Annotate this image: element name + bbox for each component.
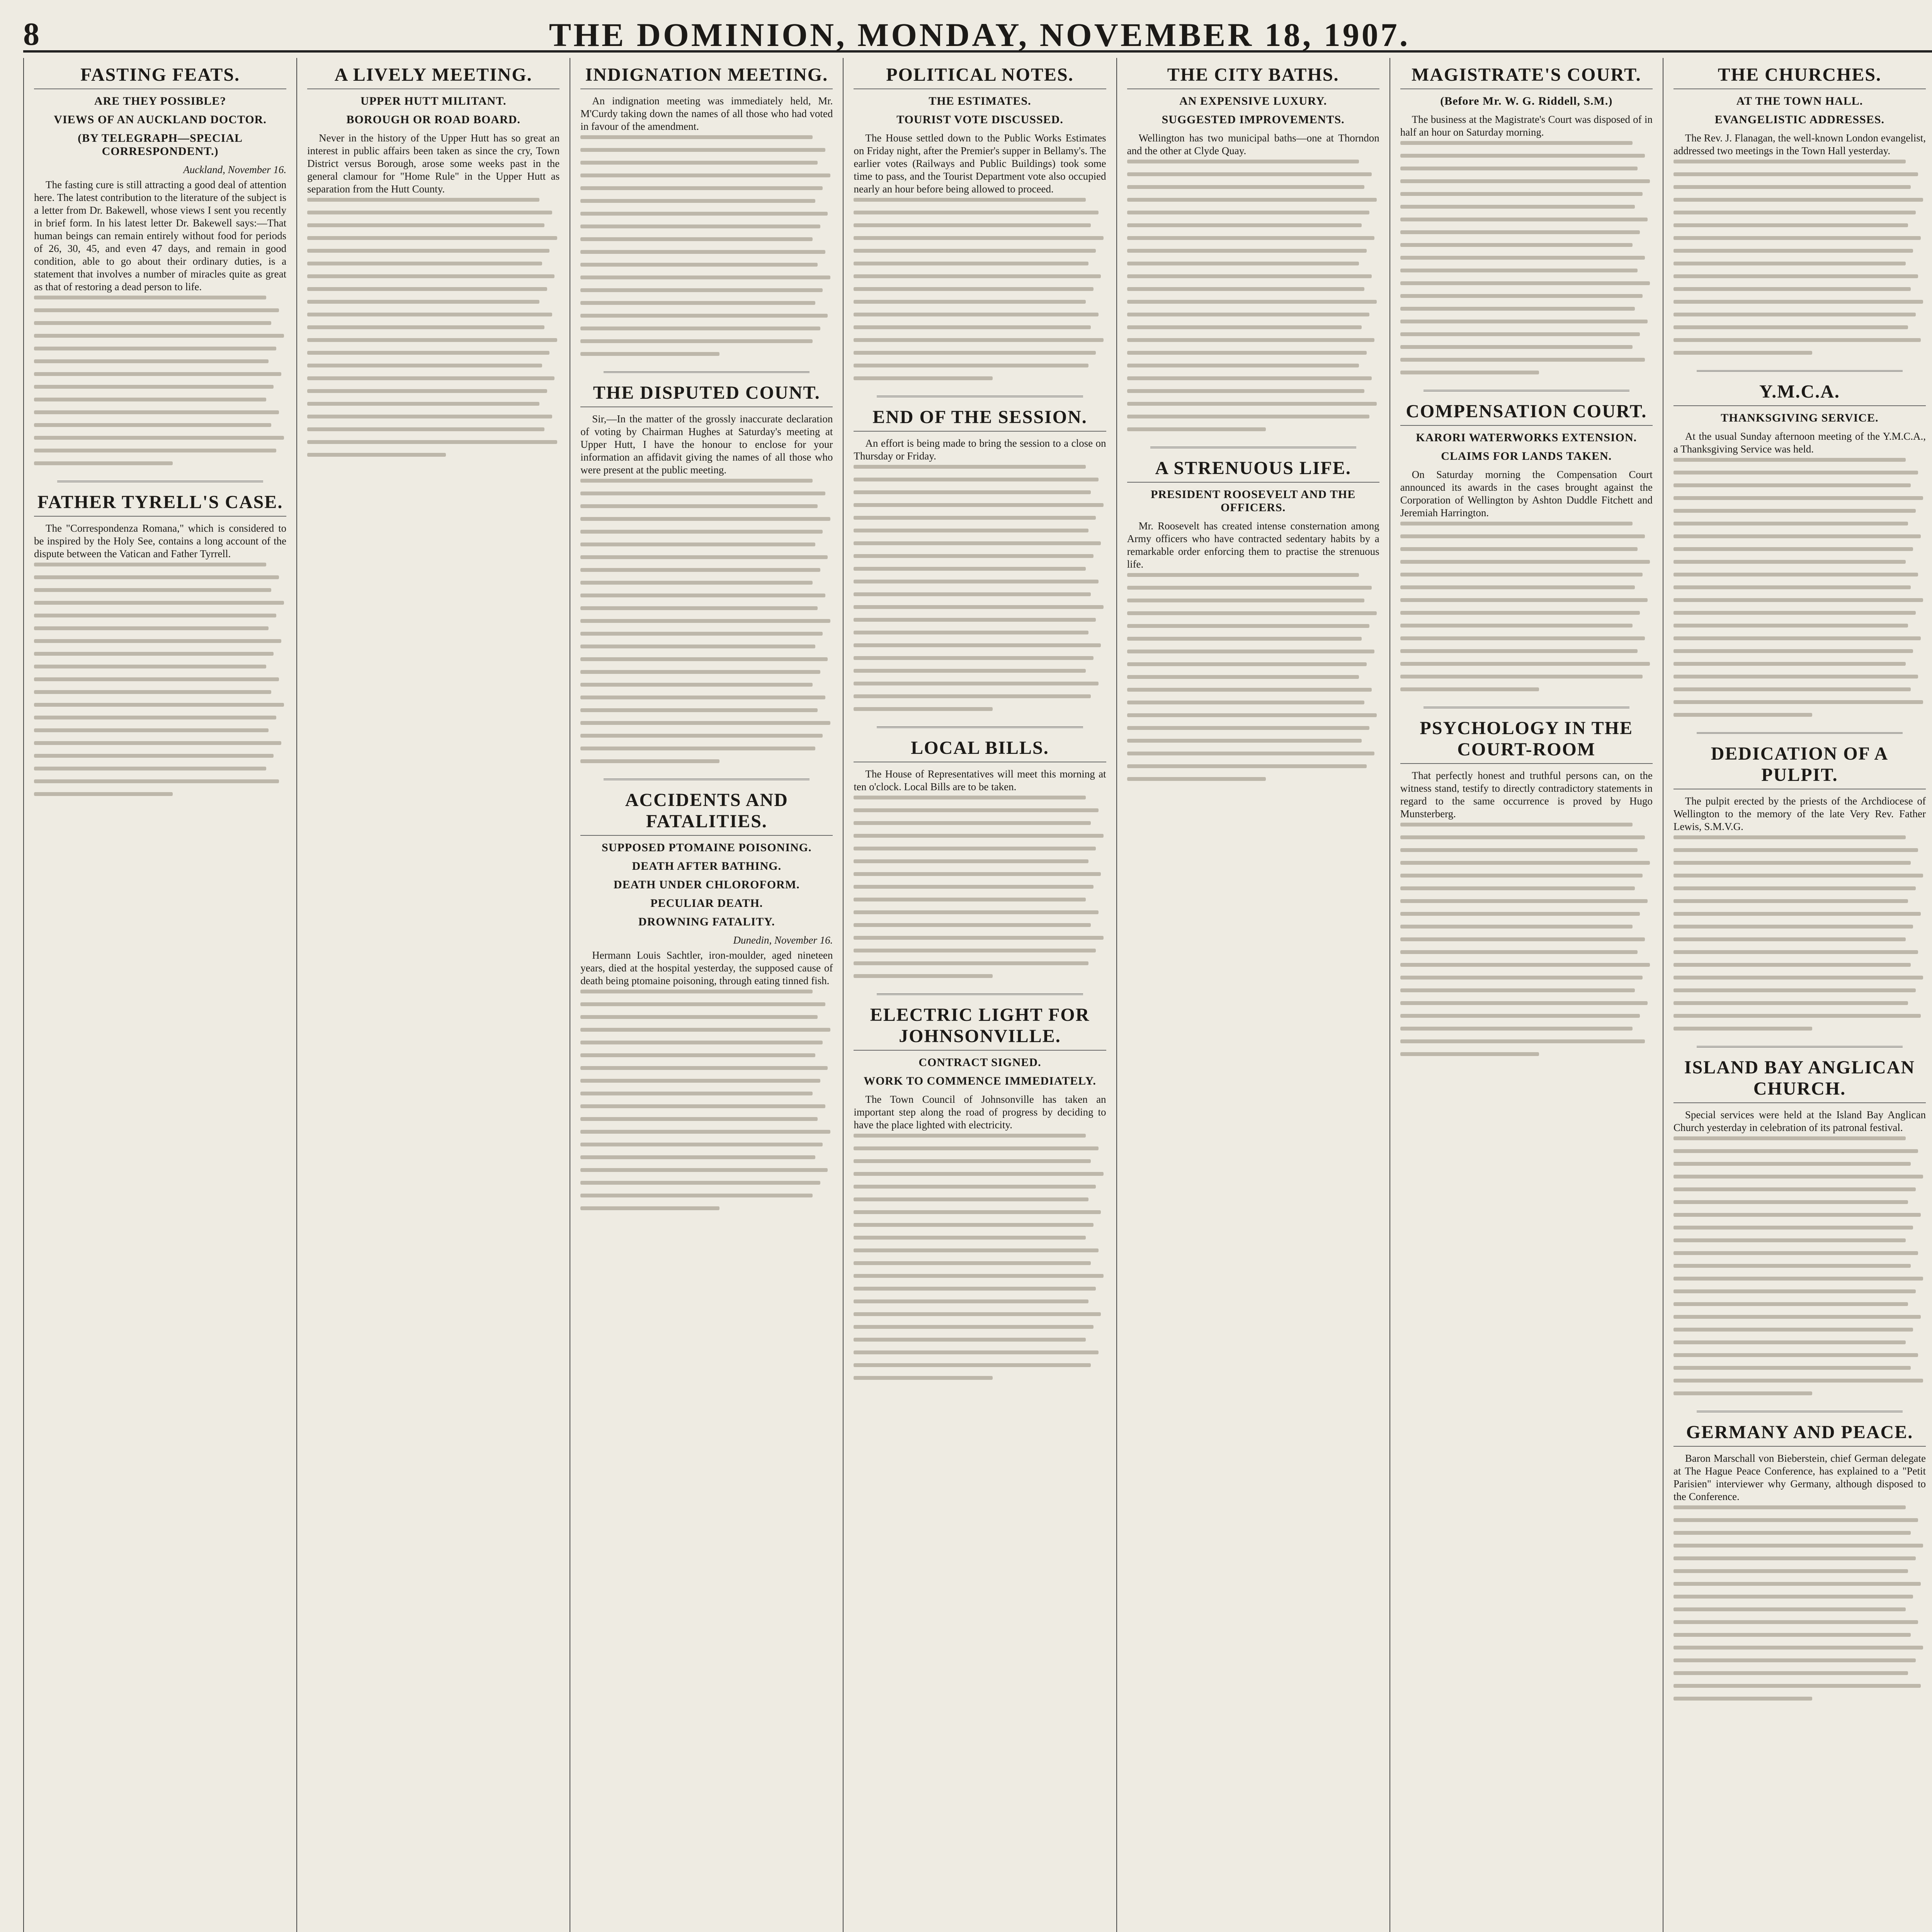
- article-subheading: AN EXPENSIVE LUXURY.: [1179, 95, 1327, 107]
- article-subheading: DEATH AFTER BATHING.: [632, 860, 782, 872]
- column-3: [570, 58, 844, 1932]
- newspaper-title: THE DOMINION, MONDAY, NOVEMBER 18, 1907.: [549, 16, 1410, 53]
- article-subheading: ARE THEY POSSIBLE?: [94, 95, 226, 107]
- body-text-lines: [1400, 522, 1653, 691]
- article-subheading: TOURIST VOTE DISCUSSED.: [896, 113, 1063, 126]
- article-divider: [877, 726, 1083, 728]
- article: [580, 789, 833, 1210]
- article-divider: [1697, 1411, 1903, 1412]
- body-text-lines: [1127, 573, 1379, 781]
- article-subheading: EVANGELISTIC ADDRESSES.: [1714, 113, 1885, 126]
- article-headline: Y.M.C.A.: [1673, 381, 1926, 406]
- article-paragraph: Baron Marschall von Bieberstein, chief German delegate at The Hague Peace Conference, has explained to a "Petit Parisien" interviewer why Germany, although disposed to the Conference.: [1673, 1452, 1926, 1502]
- article: [580, 64, 833, 356]
- article: [580, 382, 833, 763]
- article-headline: DEDICATION OF A PULPIT.: [1673, 743, 1926, 789]
- article-paragraph: Never in the history of the Upper Hutt has so great an interest in public affairs been taken as since the cry, Town District versus Borough, arose some weeks past in the general clamour for "Home Rule" in the Upper Hutt as separation from the Hutt County.: [307, 132, 560, 195]
- body-text-lines: [854, 465, 1106, 711]
- article-subheading: VIEWS OF AN AUCKLAND DOCTOR.: [54, 113, 267, 126]
- newspaper-columns: [23, 58, 1932, 1932]
- article-subheading: AT THE TOWN HALL.: [1736, 95, 1863, 107]
- article-paragraph: On Saturday morning the Compensation Court announced its awards in the cases brought against the Corporation of Wellington by Ashton Duddle Fitchett and Jeremiah Harrington.: [1400, 469, 1653, 519]
- body-text-lines: [1673, 1505, 1926, 1701]
- article-headline: A STRENUOUS LIFE.: [1127, 457, 1379, 483]
- article-paragraph: Sir,—In the matter of the grossly inaccurate declaration of voting by Chairman Hughes at Saturday's meeting at Upper Hutt, I have the honour to enclose for your information an affidavit giving the names of all those who were present at the public meeting.: [580, 413, 833, 476]
- article-paragraph: That perfectly honest and truthful persons can, on the witness stand, testify to directly contradictory statements in regard to the same occurrence is proved by Hugo Munsterberg.: [1400, 770, 1653, 820]
- article-paragraph: The Rev. J. Flanagan, the well-known London evangelist, addressed two meetings in the Town Hall yesterday.: [1673, 132, 1926, 156]
- body-text-lines: [1673, 160, 1926, 355]
- article-divider: [1697, 732, 1903, 734]
- article-divider: [604, 371, 810, 373]
- body-text-lines: [1127, 160, 1379, 431]
- article-paragraph: Mr. Roosevelt has created intense consternation among Army officers who have contracted sedentary habits by a remarkable order enforcing them to practise the strenuous life.: [1127, 520, 1379, 570]
- article-divider: [1697, 370, 1903, 372]
- article-paragraph: The pulpit erected by the priests of the Archdiocese of Wellington to the memory of the late Very Rev. Father Lewis, S.M.V.G.: [1673, 795, 1926, 832]
- article-headline: FATHER TYRELL'S CASE.: [34, 492, 286, 517]
- column-4: [844, 58, 1117, 1932]
- masthead: [23, 15, 1932, 53]
- article-subheading: WORK TO COMMENCE IMMEDIATELY.: [864, 1075, 1096, 1087]
- article-subheading: (BY TELEGRAPH—SPECIAL CORRESPONDENT.): [78, 132, 243, 158]
- article-headline: END OF THE SESSION.: [854, 406, 1106, 432]
- article-subheading: CLAIMS FOR LANDS TAKEN.: [1441, 450, 1612, 463]
- article-dateline: Auckland, November 16.: [183, 164, 287, 175]
- column-2: [297, 58, 570, 1932]
- body-text-lines: [1673, 458, 1926, 717]
- article-headline: POLITICAL NOTES.: [854, 64, 1106, 89]
- column-5: [1117, 58, 1390, 1932]
- article-headline: FASTING FEATS.: [34, 64, 286, 89]
- article-headline: ELECTRIC LIGHT FOR JOHNSONVILLE.: [854, 1004, 1106, 1051]
- article-headline: ISLAND BAY ANGLICAN CHURCH.: [1673, 1057, 1926, 1103]
- article: [854, 64, 1106, 380]
- article-subheading: UPPER HUTT MILITANT.: [360, 95, 507, 107]
- article: [1400, 64, 1653, 374]
- article: [1673, 1057, 1926, 1395]
- column-7: [1663, 58, 1932, 1932]
- article-divider: [604, 779, 810, 780]
- article-subheading: THANKSGIVING SERVICE.: [1721, 412, 1879, 424]
- article-paragraph: An indignation meeting was immediately held, Mr. M'Curdy taking down the names of all those who had voted in favour of the amendment.: [580, 95, 833, 132]
- article-subheading: SUPPOSED PTOMAINE POISONING.: [602, 841, 812, 854]
- article: [1127, 457, 1379, 781]
- body-text-lines: [34, 563, 286, 796]
- article-subheading: DROWNING FATALITY.: [638, 915, 775, 928]
- article-subheading: CONTRACT SIGNED.: [918, 1056, 1041, 1069]
- article-subheading: (Before Mr. W. G. Riddell, S.M.): [1440, 95, 1613, 107]
- body-text-lines: [1400, 823, 1653, 1056]
- article: [1400, 401, 1653, 691]
- article: [307, 64, 560, 457]
- article-subheading: SUGGESTED IMPROVEMENTS.: [1162, 113, 1345, 126]
- article: [1673, 381, 1926, 717]
- article-divider: [877, 396, 1083, 397]
- article-dateline: Dunedin, November 16.: [733, 934, 833, 946]
- article-paragraph: The "Correspondenza Romana," which is considered to be inspired by the Holy See, contains a long account of the dispute between the Vatican and Father Tyrrell.: [34, 522, 287, 560]
- body-text-lines: [1400, 141, 1653, 374]
- body-text-lines: [34, 296, 286, 465]
- article-subheading: KARORI WATERWORKS EXTENSION.: [1416, 431, 1637, 444]
- article: [1673, 743, 1926, 1031]
- article-subheading: PRESIDENT ROOSEVELT AND THE OFFICERS.: [1151, 488, 1356, 514]
- article: [854, 737, 1106, 978]
- article-paragraph: An effort is being made to bring the session to a close on Thursday or Friday.: [854, 437, 1106, 462]
- article-divider: [1150, 447, 1356, 448]
- body-text-lines: [854, 796, 1106, 978]
- article-paragraph: The fasting cure is still attracting a good deal of attention here. The latest contribution to the literature of the subject is a letter from Dr. Bakewell, whose views I sent you recently in brief form. In his latest letter Dr. Bakewell says:—That human beings can remain entirely without food for periods of 26, 30, 45, and even 47 days, and remain in good condition, able to go about their ordinary duties, is a statement that involves a number of miracles quite as great as that of restoring a dead person to life.: [34, 179, 287, 293]
- column-6: [1390, 58, 1663, 1932]
- article: [854, 406, 1106, 711]
- article-divider: [877, 993, 1083, 995]
- article: [1673, 1422, 1926, 1701]
- article-divider: [1423, 390, 1629, 391]
- article-headline: THE CITY BATHS.: [1127, 64, 1379, 89]
- body-text-lines: [854, 1134, 1106, 1380]
- article-headline: THE DISPUTED COUNT.: [580, 382, 833, 407]
- page-number: 8: [23, 16, 39, 52]
- body-text-lines: [1673, 1136, 1926, 1395]
- column-1: [24, 58, 297, 1932]
- article-headline: GERMANY AND PEACE.: [1673, 1422, 1926, 1447]
- article-paragraph: At the usual Sunday afternoon meeting of the Y.M.C.A., a Thanksgiving Service was held.: [1673, 430, 1926, 455]
- article: [1400, 718, 1653, 1056]
- body-text-lines: [580, 135, 833, 356]
- body-text-lines: [1673, 835, 1926, 1031]
- article-headline: PSYCHOLOGY IN THE COURT-ROOM: [1400, 718, 1653, 764]
- article: [34, 64, 286, 465]
- article-paragraph: Wellington has two municipal baths—one at Thorndon and the other at Clyde Quay.: [1127, 132, 1379, 156]
- article-subheading: BOROUGH OR ROAD BOARD.: [346, 113, 520, 126]
- article-subheading: DEATH UNDER CHLOROFORM.: [614, 878, 800, 891]
- article: [34, 492, 286, 796]
- body-text-lines: [580, 990, 833, 1210]
- article-headline: A LIVELY MEETING.: [307, 64, 560, 89]
- article-headline: INDIGNATION MEETING.: [580, 64, 833, 89]
- article-headline: THE CHURCHES.: [1673, 64, 1926, 89]
- article: [854, 1004, 1106, 1380]
- article-paragraph: The House of Representatives will meet this morning at ten o'clock. Local Bills are to be taken.: [854, 768, 1106, 793]
- article-paragraph: Hermann Louis Sachtler, iron-moulder, aged nineteen years, died at the hospital yesterday, the supposed cause of death being ptomaine poisoning, through eating tinned fish.: [580, 949, 833, 986]
- article-paragraph: The House settled down to the Public Works Estimates on Friday night, after the Premier's supper in Bellamy's. The earlier votes (Railways and Public Buildings) took some time to pass, and the Tourist Department vote also occupied nearly an hour before being allowed to proceed.: [854, 132, 1106, 195]
- body-text-lines: [854, 198, 1106, 380]
- body-text-lines: [580, 479, 833, 763]
- article-divider: [1423, 707, 1629, 708]
- article: [1127, 64, 1379, 431]
- article-paragraph: The Town Council of Johnsonville has taken an important step along the road of progress by deciding to have the place lighted with electricity.: [854, 1094, 1106, 1131]
- article-divider: [57, 481, 263, 482]
- article-paragraph: Special services were held at the Island Bay Anglican Church yesterday in celebration of its patronal festival.: [1673, 1109, 1926, 1133]
- article: [1673, 64, 1926, 355]
- article-headline: LOCAL BILLS.: [854, 737, 1106, 762]
- article-subheading: THE ESTIMATES.: [929, 95, 1031, 107]
- article-divider: [1697, 1046, 1903, 1048]
- article-headline: COMPENSATION COURT.: [1400, 401, 1653, 426]
- article-subheading: PECULIAR DEATH.: [650, 897, 763, 910]
- article-headline: MAGISTRATE'S COURT.: [1400, 64, 1653, 89]
- article-paragraph: The business at the Magistrate's Court was disposed of in half an hour on Saturday morning.: [1400, 114, 1653, 138]
- article-headline: ACCIDENTS AND FATALITIES.: [580, 789, 833, 836]
- body-text-lines: [307, 198, 560, 457]
